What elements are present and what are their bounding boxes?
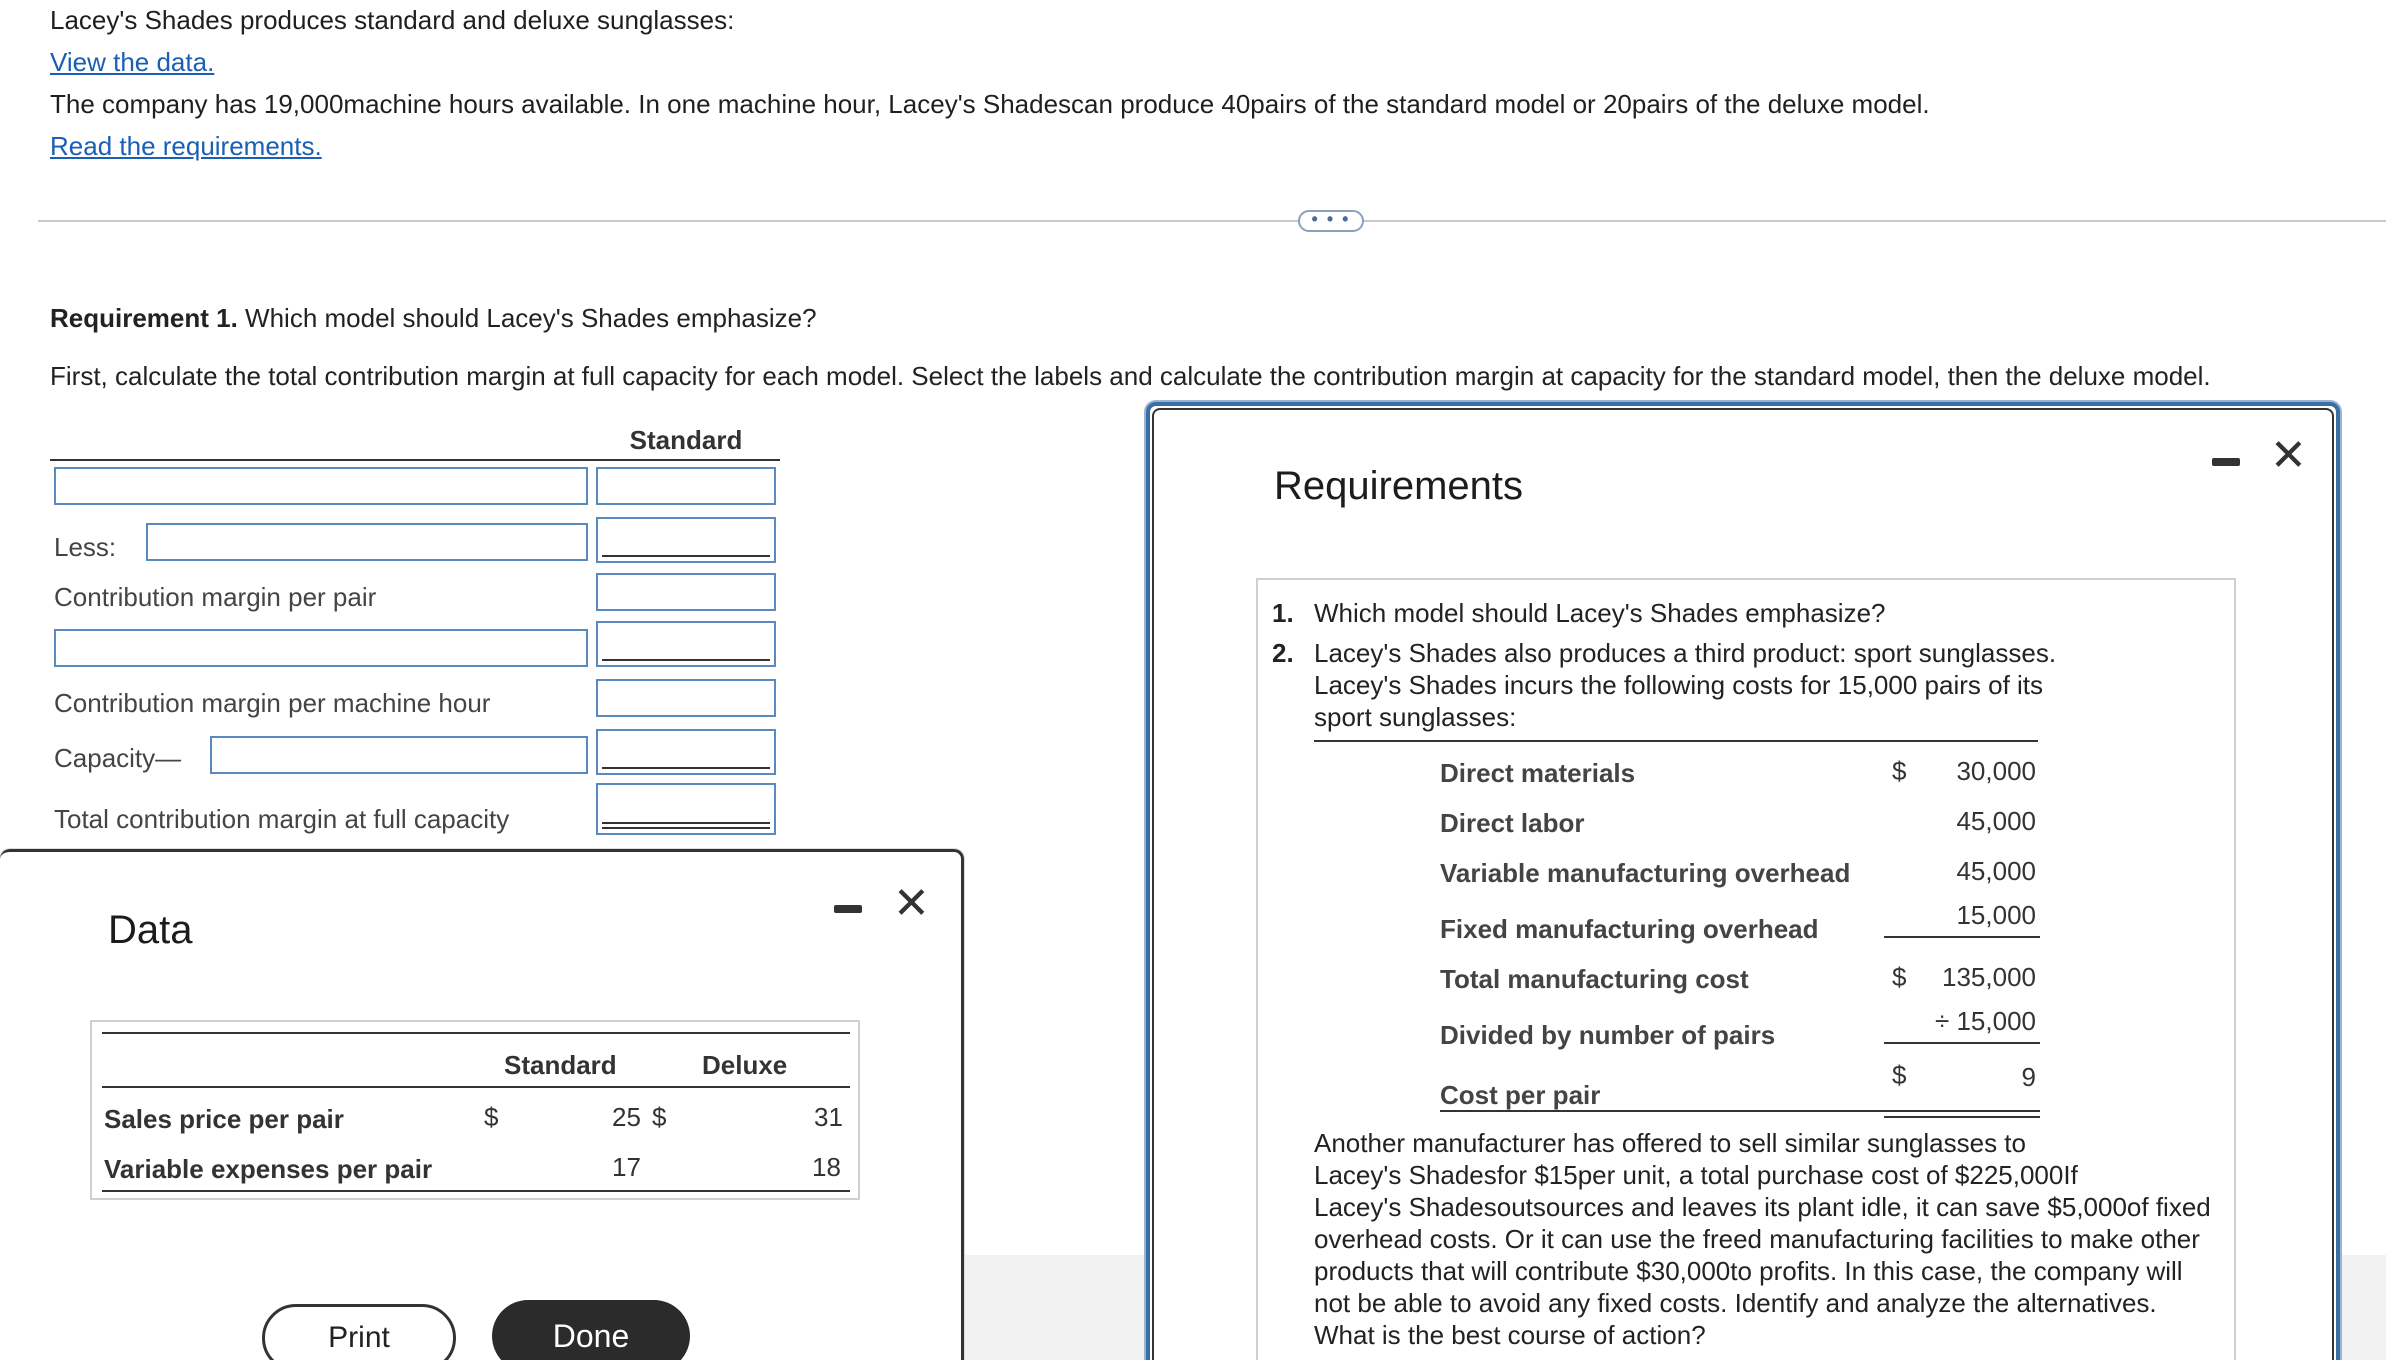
requirement-question: Which model should Lacey's Shades emphasize? (237, 303, 817, 333)
capacity-input[interactable] (596, 729, 776, 775)
table-cell-symbol: $ (652, 1102, 667, 1132)
cost-double-rule (1884, 1116, 2040, 1118)
cost-row-value: 45,000 (1956, 856, 2036, 886)
capacity-text: The company has 19,000machine hours available. In one machine hour, Lacey's Shadescan produce 40pairs of the standard model or 20pairs of the deluxe model. (50, 89, 1930, 119)
cm-per-hour-input[interactable] (596, 679, 776, 717)
data-dialog (0, 849, 964, 1360)
capacity-select[interactable] (210, 736, 588, 774)
intro-link-row (50, 47, 214, 78)
standard-column-header: Standard (629, 425, 743, 455)
cost-row-value: 45,000 (1956, 806, 2036, 836)
cost-row-label: Divided by number of pairs (1440, 1020, 1776, 1050)
table-bottom-rule (102, 1190, 850, 1192)
data-table (90, 1020, 860, 1200)
requirement-item-line: Lacey's Shades also produces a third product: sport sunglasses. (1314, 638, 2057, 668)
subtotal-rule (1884, 936, 2040, 938)
paragraph-line: overhead costs. Or it can use the freed manufacturing facilities to make other (1314, 1224, 2200, 1254)
table-cell-symbol: $ (484, 1102, 499, 1132)
header-rule (50, 459, 780, 461)
requirements-link-row (50, 131, 322, 162)
instruction-text: First, calculate the total contribution margin at full capacity for each model. Select the labels and calculate the contribution margin at capacity for the standard model, then the deluxe model. (50, 361, 2211, 391)
done-button[interactable]: Done (492, 1300, 690, 1360)
table-cell-value: 31 (814, 1102, 843, 1132)
view-data-link[interactable]: View the data. (50, 47, 215, 77)
requirement-item-line: sport sunglasses: (1314, 702, 1517, 732)
row2-label-select[interactable] (146, 523, 588, 561)
requirement-title (50, 303, 817, 334)
cost-row-label: Cost per pair (1440, 1080, 1601, 1110)
cm-per-pair-label: Contribution margin per pair (54, 582, 377, 612)
cost-row-label: Direct materials (1440, 758, 1636, 788)
item-number: 2. (1272, 638, 1294, 668)
paragraph-line: What is the best course of action? (1314, 1320, 1706, 1350)
background-panel-right (2340, 1255, 2386, 1360)
requirement-number: Requirement 1. (50, 303, 238, 333)
cost-row-value: 30,000 (1956, 756, 2036, 786)
row1-standard-input[interactable] (596, 467, 776, 505)
cm-per-hour-label: Contribution margin per machine hour (54, 688, 491, 718)
cost-row-symbol: $ (1892, 962, 1907, 992)
paragraph-line: products that will contribute $30,000to profits. In this case, the company will (1314, 1256, 2183, 1286)
requirements-content (1256, 578, 2236, 1360)
cost-row-label: Total manufacturing cost (1440, 964, 1749, 994)
row4-label-select[interactable] (54, 629, 588, 667)
row4-standard-input[interactable] (596, 621, 776, 667)
paragraph-line: Lacey's Shadesoutsources and leaves its plant idle, it can save $5,000of fixed (1314, 1192, 2211, 1222)
item-number: 1. (1272, 598, 1294, 628)
cm-per-pair-input[interactable] (596, 573, 776, 611)
requirement-item-line: Lacey's Shades incurs the following costs for 15,000 pairs of its (1314, 670, 2044, 700)
minimize-icon[interactable] (834, 905, 862, 913)
col-header-standard: Standard (504, 1050, 617, 1080)
requirement-item: Which model should Lacey's Shades emphasize? (1314, 598, 1886, 628)
cost-row-symbol: $ (1892, 756, 1907, 786)
cost-row-value: 15,000 (1956, 900, 2036, 930)
table-row-label: Sales price per pair (104, 1104, 344, 1134)
section-divider (38, 220, 2386, 222)
paragraph-line: Another manufacturer has offered to sell similar sunglasses to (1314, 1128, 2026, 1158)
cost-row-symbol: $ (1892, 1060, 1907, 1090)
read-requirements-link[interactable]: Read the requirements. (50, 131, 322, 161)
cost-row-value: ÷ 15,000 (1934, 1006, 2036, 1036)
less-label: Less: (54, 532, 117, 562)
minimize-icon[interactable] (2212, 458, 2240, 466)
capacity-label: Capacity— (54, 743, 182, 773)
cost-row-value: 135,000 (1942, 962, 2036, 992)
total-cm-input[interactable] (596, 783, 776, 835)
requirements-dialog-title: Requirements (1274, 464, 1524, 508)
table-cell-value: 25 (612, 1102, 641, 1132)
cost-table-top-rule (1314, 740, 2038, 742)
table-cell-value: 17 (612, 1152, 641, 1182)
more-options-button[interactable]: • • • (1298, 210, 1364, 232)
cost-row-value: 9 (2021, 1062, 2036, 1092)
paragraph-line: Lacey's Shadesfor $15per unit, a total purchase cost of $225,000If (1314, 1160, 2078, 1190)
background-panel (964, 1255, 1146, 1360)
cost-row-label: Fixed manufacturing overhead (1440, 914, 1819, 944)
table-row-label: Variable expenses per pair (104, 1154, 433, 1184)
intro-text: Lacey's Shades produces standard and deluxe sunglasses: (50, 5, 735, 35)
header-bottom-rule (102, 1086, 850, 1088)
cost-row-label: Direct labor (1440, 808, 1585, 838)
cost-row-label: Variable manufacturing overhead (1440, 858, 1851, 888)
table-cell-value: 18 (812, 1152, 841, 1182)
col-header-deluxe: Deluxe (702, 1050, 788, 1080)
print-button[interactable]: Print (262, 1304, 456, 1360)
requirements-dialog (1146, 402, 2340, 1360)
divisor-rule (1884, 1042, 2040, 1044)
total-cm-label: Total contribution margin at full capacity (54, 804, 510, 834)
paragraph-line: not be able to avoid any fixed costs. Identify and analyze the alternatives. (1314, 1288, 2157, 1318)
row1-label-select[interactable] (54, 467, 588, 505)
close-icon[interactable]: ✕ (2270, 431, 2307, 480)
close-icon[interactable]: ✕ (893, 879, 930, 928)
table-top-rule (102, 1032, 850, 1034)
data-dialog-title: Data (108, 908, 193, 952)
row2-standard-input[interactable] (596, 517, 776, 563)
cost-table-bottom-rule (1440, 1110, 2040, 1112)
